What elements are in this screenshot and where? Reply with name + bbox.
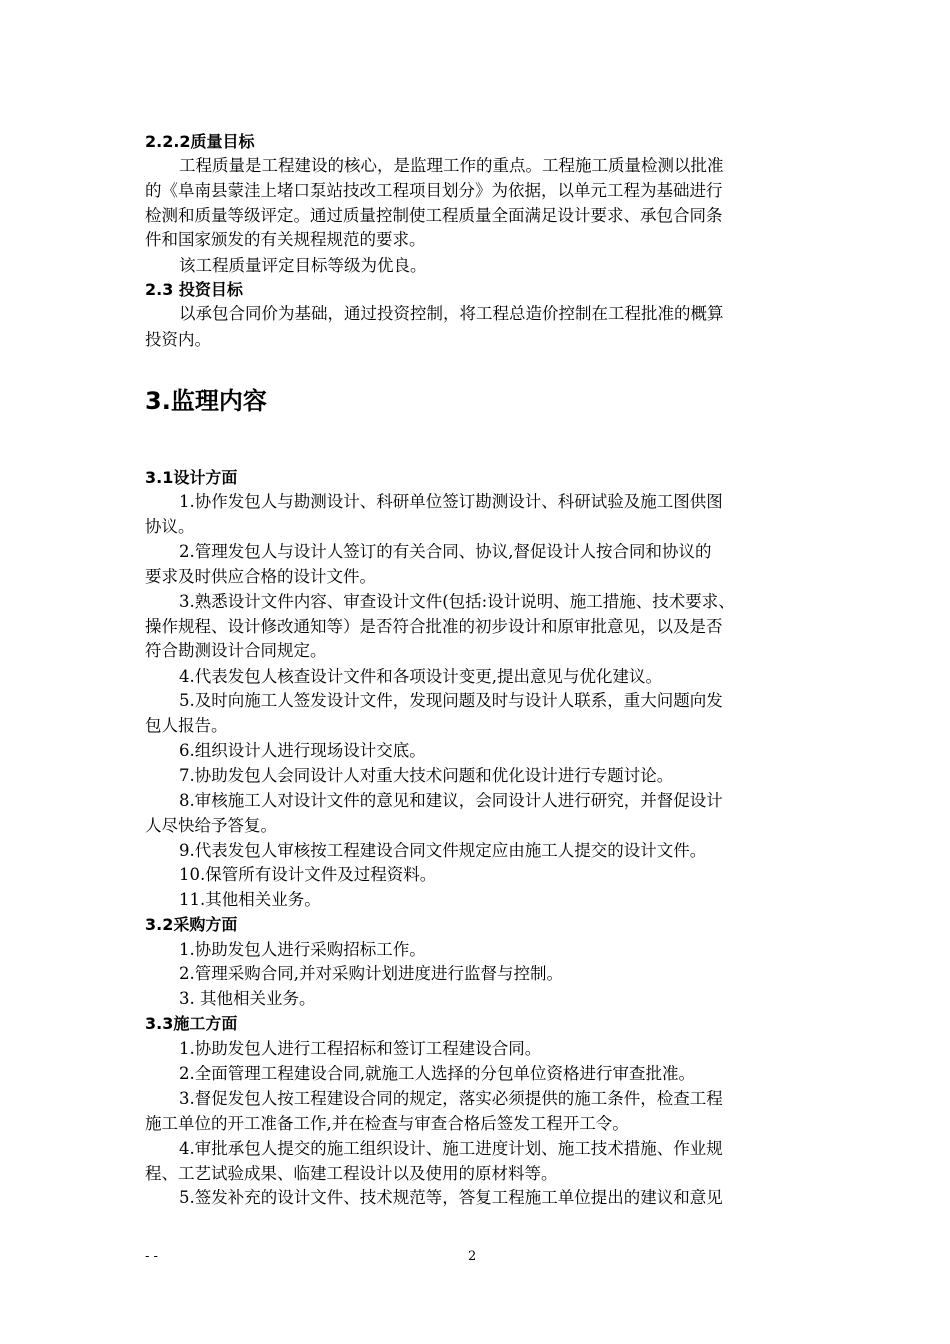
page-number: 2 xyxy=(468,1249,477,1264)
paragraph-line: 件和国家颁发的有关规程规范的要求。 xyxy=(145,230,426,249)
list-item: 2.管理发包人与设计人签订的有关合同、协议,督促设计人按合同和协议的 xyxy=(179,542,712,561)
paragraph-line: 投资内。 xyxy=(145,330,211,349)
list-item: 2.管理采购合同,并对采购计划进度进行监督与控制。 xyxy=(179,964,563,983)
list-item: 5.签发补充的设计文件、技术规范等，答复工程施工单位提出的建议和意见 xyxy=(179,1188,723,1207)
section-heading-3-3: 3.3施工方面 xyxy=(145,1014,238,1033)
chapter-heading-3: 3.监理内容 xyxy=(145,387,267,415)
paragraph-line: 检测和质量等级评定。通过质量控制使工程质量全面满足设计要求、承包合同条 xyxy=(145,206,723,225)
list-item: 8.审核施工人对设计文件的意见和建议，会同设计人进行研究，并督促设计 xyxy=(179,791,723,810)
list-item-continuation: 要求及时供应合格的设计文件。 xyxy=(145,567,376,586)
list-item: 3.督促发包人按工程建设合同的规定，落实必须提供的施工条件，检查工程 xyxy=(179,1089,723,1108)
paragraph-line: 以承包合同价为基础，通过投资控制，将工程总造价控制在工程批准的概算 xyxy=(179,304,724,323)
paragraph-line: 的《阜南县蒙洼上堵口泵站技改工程项目划分》为依据，以单元工程为基础进行 xyxy=(145,181,723,200)
list-item: 4.审批承包人提交的施工组织设计、施工进度计划、施工技术措施、作业规 xyxy=(179,1139,723,1158)
list-item: 3. 其他相关业务。 xyxy=(179,989,316,1008)
list-item-continuation: 操作规程、设计修改通知等）是否符合批准的初步设计和原审批意见，以及是否 xyxy=(145,617,723,636)
list-item: 7.协助发包人会同设计人对重大技术问题和优化设计进行专题讨论。 xyxy=(179,766,674,785)
list-item-continuation: 协议。 xyxy=(145,517,195,536)
section-heading-2-2-2: 2.2.2质量目标 xyxy=(145,132,255,151)
list-item: 1.协助发包人进行工程招标和签订工程建设合同。 xyxy=(179,1039,542,1058)
list-item-continuation: 程、工艺试验成果、临建工程设计以及使用的原材料等。 xyxy=(145,1164,558,1183)
section-heading-3-2: 3.2采购方面 xyxy=(145,915,238,934)
list-item: 1.协助发包人进行采购招标工作。 xyxy=(179,940,426,959)
footer-mark: - - xyxy=(145,1249,158,1264)
list-item-continuation: 人尽快给予答复。 xyxy=(145,816,277,835)
list-item: 2.全面管理工程建设合同,就施工人选择的分包单位资格进行审查批准。 xyxy=(179,1064,695,1083)
list-item: 5.及时向施工人签发设计文件，发现问题及时与设计人联系，重大问题向发 xyxy=(179,691,723,710)
list-item: 9.代表发包人审核按工程建设合同文件规定应由施工人提交的设计文件。 xyxy=(179,841,707,860)
section-heading-2-3: 2.3 投资目标 xyxy=(145,280,243,299)
paragraph-line: 工程质量是工程建设的核心，是监理工作的重点。工程施工质量检测以批准 xyxy=(179,156,724,175)
list-item-continuation: 包人报告。 xyxy=(145,716,228,735)
list-item: 10.保管所有设计文件及过程资料。 xyxy=(179,865,437,884)
list-item: 1.协作发包人与勘测设计、科研单位签订勘测设计、科研试验及施工图供图 xyxy=(179,492,723,511)
list-item: 11.其他相关业务。 xyxy=(179,890,321,909)
paragraph-line: 该工程质量评定目标等级为优良。 xyxy=(179,256,427,275)
list-item-continuation: 施工单位的开工准备工作,并在检查与审查合格后签发工程开工令。 xyxy=(145,1114,629,1133)
list-item: 3.熟悉设计文件内容、审查设计文件(包括:设计说明、施工措施、技术要求、 xyxy=(179,592,735,611)
list-item: 4.代表发包人核查设计文件和各项设计变更,提出意见与优化建议。 xyxy=(179,667,662,686)
list-item: 6.组织设计人进行现场设计交底。 xyxy=(179,741,426,760)
section-heading-3-1: 3.1设计方面 xyxy=(145,468,238,487)
list-item-continuation: 符合勘测设计合同规定。 xyxy=(145,641,327,660)
